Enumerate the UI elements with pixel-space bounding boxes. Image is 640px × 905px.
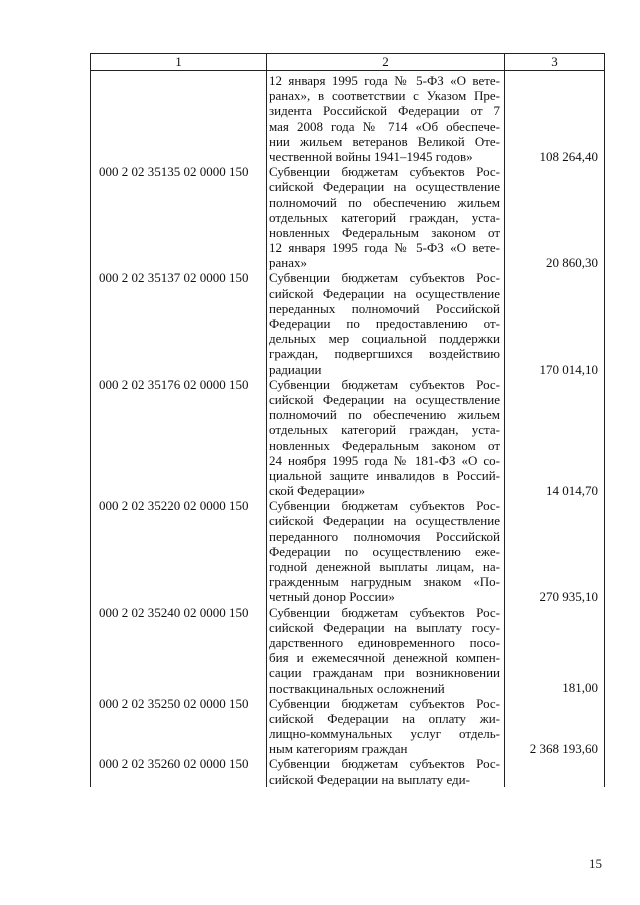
name-line: ным категориям граждан: [269, 741, 408, 757]
name-line: сийской Федерации на осуществление: [269, 391, 500, 407]
name-line: сийской Федерации на осуществление: [269, 285, 500, 301]
name-line: сации гражданам при возникновении: [269, 665, 500, 681]
header-col-1: 1: [91, 54, 267, 71]
name-line: Субвенции бюджетам субъектов Рос-: [269, 756, 500, 772]
name-line: дельных мер социальной поддержки: [269, 331, 500, 347]
name-line: годной денежной выплаты лицам, на-: [269, 559, 500, 574]
header-col-3: 3: [505, 54, 605, 71]
name-line: Субвенции бюджетам субъектов Рос-: [269, 164, 500, 180]
header-col-2: 2: [267, 54, 505, 71]
name-line: циальной защите инвалидов в Россий-: [269, 467, 500, 483]
row-name: [267, 756, 505, 786]
name-line: ранах», в соответствии с Указом Пре-: [269, 88, 500, 104]
name-line: переданного полномочия Российской: [269, 528, 500, 544]
budget-table: [90, 53, 605, 787]
row-code: 000 2 02 35220 02 0000 150: [91, 498, 267, 604]
name-line: сийской Федерации на оплату жи-: [269, 710, 500, 726]
name-line: мая 2008 года № 714 «Об обеспече-: [269, 118, 500, 134]
name-line: Субвенции бюджетам субъектов Рос-: [269, 498, 500, 514]
row-name: [267, 164, 505, 270]
name-line: Субвенции бюджетам субъектов Рос-: [269, 376, 500, 392]
name-line: радиации: [269, 361, 322, 377]
row-name: [267, 696, 505, 757]
name-line: ранах»: [269, 255, 307, 271]
name-line: сийской Федерации на выплату госу-: [269, 619, 500, 635]
name-line: лищно-коммунальных услуг отдель-: [269, 726, 500, 742]
name-line: сийской Федерации на осуществление: [269, 179, 500, 195]
row-amount: 270 935,10: [505, 498, 605, 604]
name-line: бия и ежемесячной денежной компен-: [269, 650, 500, 666]
name-line: нии жильем ветеранов Великой Оте-: [269, 133, 500, 149]
row-amount: 14 014,70: [505, 377, 605, 499]
row-code: 000 2 02 35240 02 0000 150: [91, 605, 267, 696]
name-line: переданных полномочий Российской: [269, 300, 500, 316]
name-line: чественной войны 1941–1945 годов»: [269, 148, 473, 164]
row-code: 000 2 02 35260 02 0000 150: [91, 756, 267, 786]
name-line: гражденным нагрудным знаком «По-: [269, 574, 500, 590]
table-row: [91, 377, 605, 499]
table-row: [91, 498, 605, 604]
table-row: [91, 756, 605, 786]
name-line: Федерации по осуществлению ежe-: [269, 543, 500, 559]
row-amount: 2 368 193,60: [505, 696, 605, 757]
name-line: 12 января 1995 года № 5-ФЗ «О вете-: [269, 73, 500, 88]
row-code: 000 2 02 35250 02 0000 150: [91, 696, 267, 757]
name-line: Федерации по предоставлению от-: [269, 316, 500, 331]
row-amount: 181,00: [505, 605, 605, 696]
name-line: дарственного единовременного посо-: [269, 634, 500, 650]
name-line: поствакцинальных осложнений: [269, 680, 445, 696]
name-line: Субвенции бюджетам субъектов Рос-: [269, 695, 500, 711]
name-line: сийской Федерации на осуществление: [269, 513, 500, 529]
row-code: 000 2 02 35135 02 0000 150: [91, 164, 267, 270]
row-amount: 20 860,30: [505, 164, 605, 270]
name-line: сийской Федерации на выплату еди-: [269, 771, 470, 787]
page-number: 15: [589, 856, 602, 871]
row-code: 000 2 02 35176 02 0000 150: [91, 377, 267, 499]
row-name: [267, 71, 505, 165]
table-header-row: [91, 54, 605, 71]
name-line: новленных Федеральным законом от: [269, 224, 500, 240]
name-line: зидента Российской Федерации от 7: [269, 103, 500, 119]
table-body: [91, 164, 605, 787]
name-line: граждан, подвергшихся воздействию: [269, 346, 500, 362]
name-line: Субвенции бюджетам субъектов Рос-: [269, 270, 500, 286]
name-line: отдельных категорий граждан, уста-: [269, 209, 500, 225]
row-amount: 108 264,40: [505, 71, 605, 165]
row-name: [267, 377, 505, 499]
name-line: полномочий по обеспечению жильем: [269, 194, 500, 210]
name-line: полномочий по обеспечению жильем: [269, 407, 500, 423]
name-line: Субвенции бюджетам субъектов Рос-: [269, 604, 500, 620]
table-row: [91, 605, 605, 696]
row-amount: 170 014,10: [505, 270, 605, 376]
table-row: [91, 270, 605, 376]
name-line: отдельных категорий граждан, уста-: [269, 422, 500, 438]
row-name: [267, 498, 505, 604]
name-line: четный донор России»: [269, 589, 395, 605]
row-code: 000 2 02 35137 02 0000 150: [91, 270, 267, 376]
table-row-continuation: [91, 71, 605, 165]
row-amount: [505, 756, 605, 786]
name-line: новленных Федеральным законом от: [269, 437, 500, 453]
row-name: [267, 605, 505, 696]
table-row: [91, 164, 605, 270]
name-line: 24 ноября 1995 года № 181-ФЗ «О со-: [269, 452, 500, 468]
table-row: [91, 696, 605, 757]
name-line: ской Федерации»: [269, 483, 366, 499]
name-line: 12 января 1995 года № 5-ФЗ «О вете-: [269, 240, 500, 256]
row-code: [91, 71, 267, 165]
row-name: [267, 270, 505, 376]
